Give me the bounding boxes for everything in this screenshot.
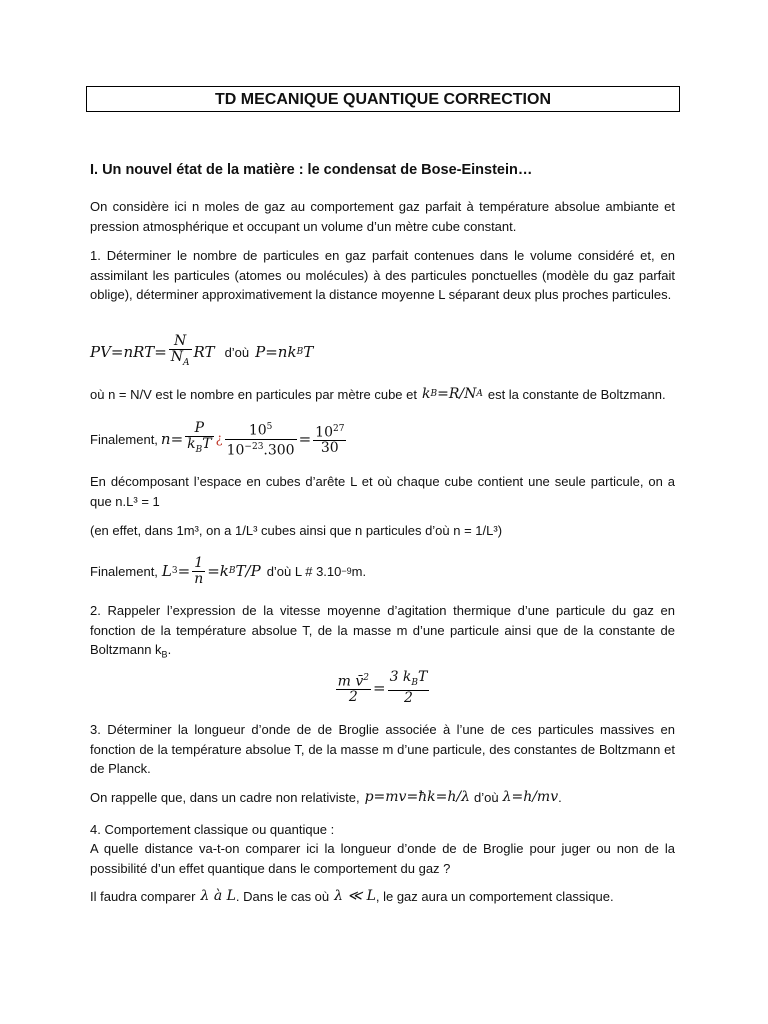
intro-paragraph: On considère ici n moles de gaz au comportement gaz parfait à température absolue ambiante et pression atmosphérique et occupant un volume d’un mètre cube constant. [90, 199, 675, 234]
eq-lambda: λ=h/mv [502, 789, 559, 805]
frac-p-over-kbt [185, 421, 213, 458]
question-4-title: 4. Comportement classique ou quantique : [90, 822, 335, 837]
document-title: TD MECANIQUE QUANTIQUE CORRECTION [86, 86, 680, 112]
kbt-k: k [187, 435, 196, 452]
equation-L [90, 550, 675, 592]
eq-l-exp: 3 [171, 566, 178, 576]
faudra-suffix: , le gaz aura un comportement classique. [375, 888, 614, 904]
frac-one-over-n [192, 556, 205, 587]
eq-p-sub: B [296, 347, 304, 357]
finalement-2: Finalement, [90, 563, 158, 579]
frac-den [169, 350, 192, 371]
ten27: 10 [315, 424, 333, 441]
frac-numeric [225, 420, 297, 458]
frac-numeric-den [225, 440, 297, 459]
rappel-prefix: On rappelle que, dans un cadre non relativiste, [90, 789, 360, 805]
final-l-unit: m. [351, 563, 367, 579]
question-2 [90, 601, 675, 665]
eq-p: P=nk [255, 343, 297, 361]
eq-rt: RT [193, 343, 215, 361]
frac-result [313, 422, 346, 457]
kb-letter: k [421, 386, 431, 402]
question-2-sub: B [161, 649, 168, 660]
question-2-text: 2. Rappeler l’expression de la vitesse moyenne d’agitation thermique d’une particule du gaz en fonction de la température absolue T, de la masse m d’une particule ainsi que de la constante de Boltzmann k [90, 603, 675, 657]
eq-kb: =k [207, 562, 229, 580]
mv-exp: 2 [363, 672, 369, 683]
decomposition-paragraph: En décomposant l’espace en cubes d’arête L et où chaque cube contient une seule particule, on a que n.L³ = 1 [90, 474, 675, 509]
eq-sign: = [298, 430, 312, 448]
three-k-sub: B [411, 677, 419, 688]
eq-p-mv: p=mv=ħk=h/λ [364, 789, 471, 805]
eq-n: n= [160, 430, 184, 448]
final-l-text: d’où L # 3.10 [266, 563, 342, 579]
frac-result-den: 30 [320, 440, 339, 457]
eq-p-t: T [303, 343, 314, 361]
boltzmann-suffix: est la constante de Boltzmann. [487, 386, 666, 402]
frac-one: 1 [192, 556, 205, 572]
boltzmann-prefix: où n = N/V est le nombre en particules par mètre cube et [90, 386, 417, 402]
line-boltzmann [90, 386, 675, 402]
effet-paragraph: (en effet, dans 1m³, on a 1/L³ cubes ainsi que n particules d’où n = 1/L³) [90, 523, 503, 538]
line-comparison [90, 888, 675, 904]
faudra-prefix: Il faudra comparer [90, 888, 196, 904]
frac-3kbt [388, 670, 430, 707]
frac-mv2-num [336, 671, 371, 691]
frac-result-num [313, 422, 346, 442]
eq-tp: T/P [235, 562, 261, 580]
frac-mv2-den: 2 [348, 689, 358, 706]
den-rest: .300 [263, 442, 295, 459]
kinetic-eq-sign: = [372, 679, 386, 697]
ten5-exp: 5 [266, 421, 273, 432]
frac-n-over-na [169, 334, 192, 371]
kbt-sub: B [195, 444, 203, 455]
na-sub: A [183, 357, 190, 368]
eq-kb-sub: B [228, 566, 236, 576]
mv-text: m v̄ [337, 673, 364, 690]
rappel-dou: d’où [474, 789, 499, 805]
question-1: 1. Déterminer le nombre de particules en gaz parfait contenues dans le volume considéré et, en assimilant les particules (atomes ou molécules) à des particules ponctuelles (modèle du gaz parfait oblige), déterminer approximativement la distance moyenne L séparant deux plus proches particules. [90, 248, 675, 302]
final-l-exp: −9 [341, 566, 352, 576]
eq-l-sign: = [177, 562, 191, 580]
equation-kinetic [90, 667, 675, 709]
inverted-question-mark: ¿ [215, 431, 223, 447]
kb-a-sub: A [476, 389, 483, 399]
eq-lambda-dot: . [558, 789, 562, 805]
eq-l: L [161, 562, 172, 580]
kb-sub: B [430, 389, 438, 399]
equation-ideal-gas [90, 332, 675, 372]
kbt-t: T [202, 435, 212, 452]
question-2-end: . [167, 642, 172, 657]
finalement-1: Finalement, [90, 431, 158, 447]
frac-numeric-num [225, 420, 297, 440]
three-k-t: T [418, 668, 428, 685]
frac-mv2 [336, 671, 371, 706]
eq-lambda-a-l: λ à L [200, 888, 236, 904]
section-heading: I. Un nouvel état de la matière : le condensat de Bose-Einstein… [90, 162, 533, 178]
question-4: A quelle distance va-t-on comparer ici la longueur d’onde de de Broglie pour juger ou non de la possibilité d’un effet quantique dans le comportement du gaz ? [90, 841, 675, 876]
frac-3kbt-num [388, 670, 430, 692]
equation-n [90, 418, 675, 460]
den-exp: −23 [244, 441, 264, 452]
ten27-exp: 27 [333, 423, 345, 434]
faudra-mid: . Dans le cas où [235, 888, 330, 904]
line-de-broglie [90, 789, 675, 805]
frac-kbt [185, 437, 213, 458]
na-letter: N [170, 348, 184, 365]
ten5: 10 [248, 422, 267, 439]
frac-p: P [185, 421, 213, 437]
question-3: 3. Déterminer la longueur d’onde de de Broglie associée à l’une de ces particules massives en fonction de la température absolue T, de la masse m d’une particule, des constantes de Boltzmann et de Planck. [90, 722, 675, 776]
eq-pv: PV=nRT= [90, 343, 167, 361]
eq-dou: d’où [224, 344, 250, 360]
three-k: 3 k [389, 668, 412, 685]
kb-rest: =R/N [437, 386, 477, 402]
eq-lambda-ll-l: λ ≪ L [334, 888, 376, 904]
frac-n: n [194, 570, 204, 587]
frac-num: N [169, 334, 192, 350]
den-10: 10 [226, 442, 245, 459]
frac-3kbt-den: 2 [404, 690, 413, 707]
